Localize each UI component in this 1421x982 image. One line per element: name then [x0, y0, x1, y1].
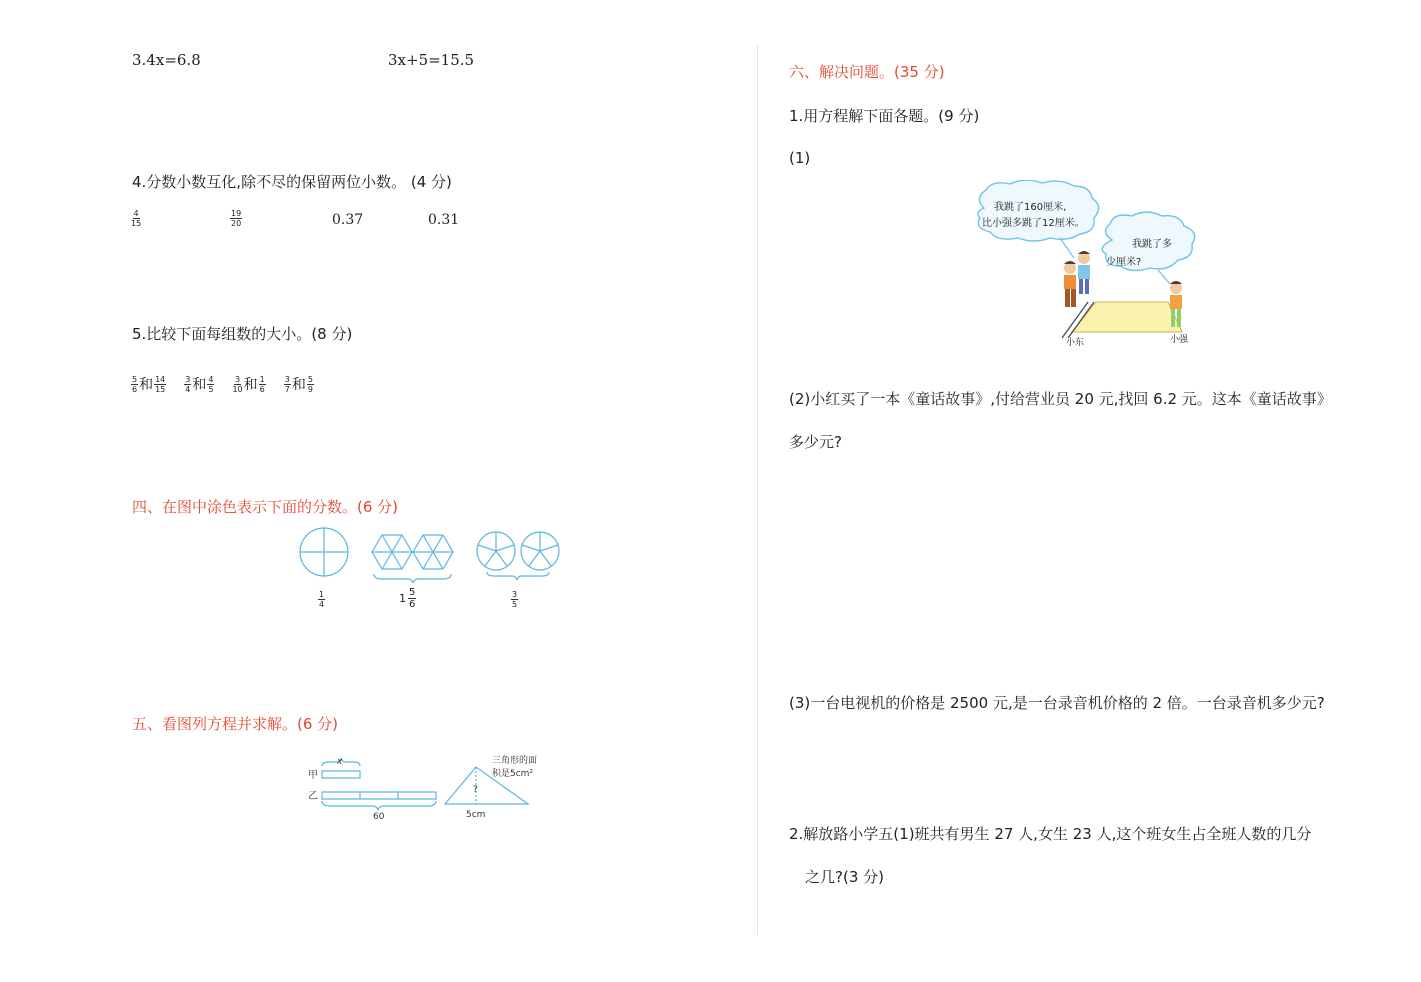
bar-yi [322, 792, 436, 799]
fraction-4-15: $\frac{4}{15}$ [131, 209, 142, 228]
column-divider [757, 45, 758, 935]
bubble-1-line-2: 比小强多跳了12厘米。 [982, 218, 1085, 229]
question-2-line-1: 2.解放路小学五(1)班共有男生 27 人,女生 23 人,这个班女生占全班人数的几分 [789, 825, 1312, 843]
fifths-circle-figure-2 [521, 532, 559, 570]
question-1-part-2-line-2: 多少元? [789, 433, 842, 451]
section-4-title: 四、在图中涂色表示下面的分数。(6 分) [132, 498, 399, 516]
equation-figure [300, 748, 560, 826]
brace-60 [322, 801, 436, 810]
name-xiaodong: 小东 [1066, 338, 1085, 348]
section-5-title: 五、看图列方程并求解。(6 分) [132, 715, 339, 733]
compare-pair-4: $\frac{3}{7}$ 和 $\frac{5}{9}$ [284, 374, 313, 394]
compare-pairs [131, 374, 332, 394]
question-1-part-3: (3)一台电视机的价格是 2500 元,是一台录音机价格的 2 倍。一台录音机多少元? [789, 694, 1325, 712]
question-2-line-2: 之几?(3 分) [805, 868, 884, 886]
decimal-0-31: 0.31 [428, 212, 460, 228]
section-6-title: 六、解决问题。(35 分) [789, 63, 945, 81]
compare-pair-1: $\frac{5}{6}$ 和 $\frac{14}{15}$ [132, 374, 166, 394]
question-1-title: 1.用方程解下面各题。(9 分) [789, 107, 980, 125]
total-60-label: 60 [373, 812, 385, 822]
shading-figures [290, 522, 580, 617]
height-label: ? [473, 785, 478, 795]
x-label: x [337, 757, 343, 767]
triangle-note-line-1: 三角形的面 [492, 756, 538, 766]
question-5-title: 5.比较下面每组数的大小。(8 分) [132, 325, 353, 343]
label-three-fifths: $\frac{3}{5}$ [512, 590, 518, 609]
boy-2 [1064, 261, 1076, 307]
bar-jia [322, 771, 360, 778]
long-jump-illustration [972, 180, 1204, 350]
hexagon-figure-1 [372, 535, 412, 569]
question-1-part-1: (1) [789, 149, 811, 167]
boy-xiaodong [1078, 251, 1090, 294]
bubble-2-line-2: 少厘米? [1106, 257, 1142, 268]
equation-1: 3.4x=6.8 [132, 51, 201, 69]
question-1-part-2-line-1: (2)小红买了一本《童话故事》,付给营业员 20 元,找回 6.2 元。这本《童话故事》 [789, 390, 1332, 408]
fifths-circle-figure-1 [477, 532, 515, 570]
label-one-and-five-sixths: 1 $\frac{5}{6}$ [399, 587, 416, 610]
fraction-19-20: $\frac{19}{20}$ [231, 209, 242, 228]
jia-label: 甲 [308, 770, 318, 781]
decimal-0-37: 0.37 [332, 212, 364, 228]
sand-pit [1072, 302, 1182, 332]
label-one-quarter: $\frac{1}{4}$ [319, 590, 325, 609]
base-5cm-label: 5cm [466, 810, 486, 820]
question-4-title: 4.分数小数互化,除不尽的保留两位小数。 (4 分) [132, 173, 452, 191]
name-xiaoqiang: 小强 [1170, 335, 1189, 345]
bubble-2-line-1: 我跳了多 [1132, 239, 1172, 250]
compare-pair-2: $\frac{3}{4}$ 和 $\frac{4}{5}$ [185, 374, 214, 394]
hexagon-figure-2 [413, 535, 453, 569]
triangle-note-line-2: 积是5cm² [492, 769, 534, 779]
bubble-1-line-1: 我跳了160厘米, [994, 202, 1067, 213]
equation-2: 3x+5=15.5 [388, 51, 475, 69]
compare-pair-3: $\frac{3}{10}$ 和 $\frac{1}{6}$ [232, 374, 265, 394]
yi-label: 乙 [308, 791, 318, 802]
